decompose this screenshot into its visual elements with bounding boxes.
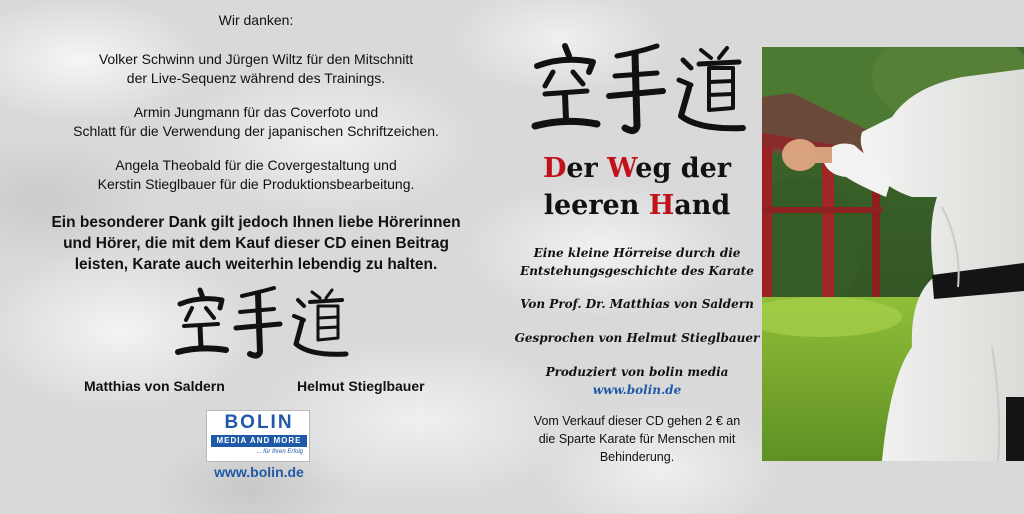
album-title-line-2 xyxy=(512,187,762,224)
title-text: eg der xyxy=(635,153,732,184)
title-text: er xyxy=(566,153,608,184)
credit-line: Schlatt für die Verwendung der japanischen Schriftzeichen. xyxy=(73,123,439,139)
subtitle xyxy=(512,244,762,280)
karate-cover-photo xyxy=(762,47,1024,461)
subtitle-line: Entstehungsgeschichte des Karate xyxy=(520,264,754,278)
credit-line: Angela Theobald für die Covergestaltung und xyxy=(115,157,397,173)
credit-line: Volker Schwinn und Jürgen Wiltz für den Mitschnitt xyxy=(98,51,414,67)
producer-website-link[interactable]: www.bolin.de xyxy=(592,383,682,397)
producer-credit-text: Produziert von bolin media xyxy=(545,365,729,379)
karate-do-calligraphy-large xyxy=(527,40,747,140)
credit-design xyxy=(0,156,512,194)
bolin-logo xyxy=(206,410,310,462)
credit-cover-photo xyxy=(0,103,512,141)
title-initial-red: W xyxy=(607,153,636,184)
title-initial-red: H xyxy=(648,190,675,221)
donation-note-line: Vom Verkauf dieser CD gehen 2 € an xyxy=(533,414,741,428)
author-credit xyxy=(512,295,762,313)
bolin-logo-tagline: ... für Ihren Erfolg xyxy=(256,449,303,455)
donation-note xyxy=(512,412,762,466)
bolin-logo-word: BOLIN xyxy=(224,412,294,433)
author-name: Matthias von Saldern xyxy=(84,378,225,394)
special-thanks-line: leisten, Karate auch weiterhin lebendig zu halten. xyxy=(74,256,438,273)
subtitle-line: Eine kleine Hörreise durch die xyxy=(533,246,741,260)
thanks-heading: Wir danken: xyxy=(218,12,294,28)
speaker-credit xyxy=(512,329,762,347)
title-text: and xyxy=(674,190,731,221)
author-credit-text: Von Prof. Dr. Matthias von Saldern xyxy=(520,297,754,311)
credit-line: Kerstin Stieglbauer für die Produktionsbearbeitung. xyxy=(97,176,415,192)
title-initial-red: D xyxy=(542,153,567,184)
special-thanks xyxy=(0,212,512,275)
album-title-line-1 xyxy=(512,150,762,187)
special-thanks-line: Ein besonderer Dank gilt jedoch Ihnen liebe Hörerinnen xyxy=(51,214,461,231)
credit-recording xyxy=(0,50,512,88)
donation-note-line: Behinderung. xyxy=(599,450,675,464)
karate-do-calligraphy-small xyxy=(170,282,350,364)
speaker-credit-text: Gesprochen von Helmut Stieglbauer xyxy=(514,331,760,345)
album-title xyxy=(512,150,762,224)
producer-credit xyxy=(512,363,762,399)
website-link[interactable]: www.bolin.de xyxy=(214,464,304,480)
title-text: leeren xyxy=(543,190,649,221)
credit-line: Armin Jungmann für das Coverfoto und xyxy=(133,104,379,120)
speaker-name: Helmut Stieglbauer xyxy=(297,378,425,394)
donation-note-line: die Sparte Karate für Menschen mit xyxy=(538,432,736,446)
special-thanks-line: und Hörer, die mit dem Kauf dieser CD einen Beitrag xyxy=(63,235,449,252)
credit-line: der Live-Sequenz während des Trainings. xyxy=(126,70,386,86)
bolin-logo-bar: MEDIA AND MORE xyxy=(211,435,307,447)
